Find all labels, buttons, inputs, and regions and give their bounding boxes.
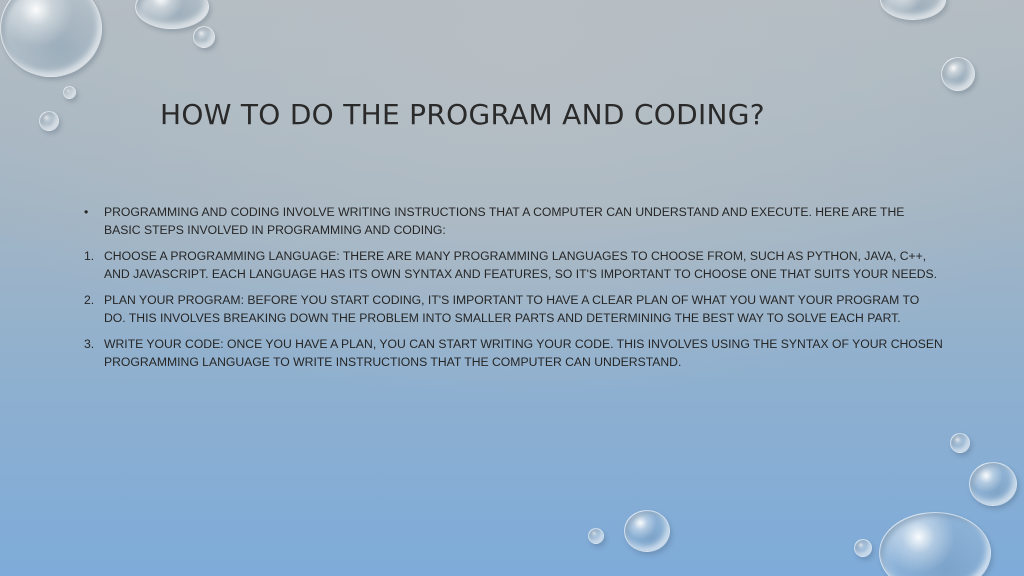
- list-item-text: CHOOSE A PROGRAMMING LANGUAGE: THERE ARE MANY PROGRAMMING LANGUAGES TO CHOOSE FROM, SUCH AS PYTHON, JAVA, C++, AND JAVASCRIPT. EACH LANGUAGE HAS ITS OWN SYNTAX AND FEATURES, SO IT'S IMPORTANT TO CHOOSE ONE THAT SUITS YOUR NEEDS.: [104, 249, 938, 281]
- water-drop-decoration: [969, 462, 1017, 506]
- list-item: [84, 203, 944, 239]
- water-drop-decoration: [63, 86, 76, 99]
- water-drop-decoration: [135, 0, 209, 29]
- list-item-text: WRITE YOUR CODE: ONCE YOU HAVE A PLAN, YOU CAN START WRITING YOUR CODE. THIS INVOLVES USING THE SYNTAX OF YOUR CHOSEN PROGRAMMING LANGUAGE TO WRITE INSTRUCTIONS THAT THE COMPUTER CAN UNDERSTAND.: [104, 337, 943, 369]
- water-drop-decoration: [950, 433, 970, 453]
- water-drop-decoration: [879, 512, 991, 576]
- water-drop-decoration: [39, 111, 59, 131]
- water-drop-decoration: [624, 510, 670, 552]
- slide-title: HOW TO DO THE PROGRAM AND CODING?: [160, 98, 765, 131]
- list-number: 3.: [84, 337, 95, 351]
- water-drop-decoration: [193, 26, 215, 48]
- slide-content: [84, 203, 944, 379]
- list-number: 2.: [84, 293, 95, 307]
- list-item: [84, 291, 944, 327]
- list-item-text: PLAN YOUR PROGRAM: BEFORE YOU START CODING, IT'S IMPORTANT TO HAVE A CLEAR PLAN OF WHAT YOU WANT YOUR PROGRAM TO DO. THIS INVOLVES BREAKING DOWN THE PROBLEM INTO SMALLER PARTS AND DETERMINING THE BEST WAY TO SOLVE EACH PART.: [104, 293, 920, 325]
- water-drop-decoration: [941, 57, 975, 91]
- list-bullet: •: [84, 205, 89, 219]
- water-drop-decoration: [588, 528, 604, 544]
- list-item-text: PROGRAMMING AND CODING INVOLVE WRITING INSTRUCTIONS THAT A COMPUTER CAN UNDERSTAND AND EXECUTE. HERE ARE THE BASIC STEPS INVOLVED IN PROGRAMMING AND CODING:: [104, 205, 905, 237]
- water-drop-decoration: [0, 0, 102, 77]
- water-drop-decoration: [854, 539, 872, 557]
- water-drop-decoration: [880, 0, 946, 20]
- list-item: [84, 247, 944, 283]
- list-item: [84, 335, 944, 371]
- list-number: 1.: [84, 249, 95, 263]
